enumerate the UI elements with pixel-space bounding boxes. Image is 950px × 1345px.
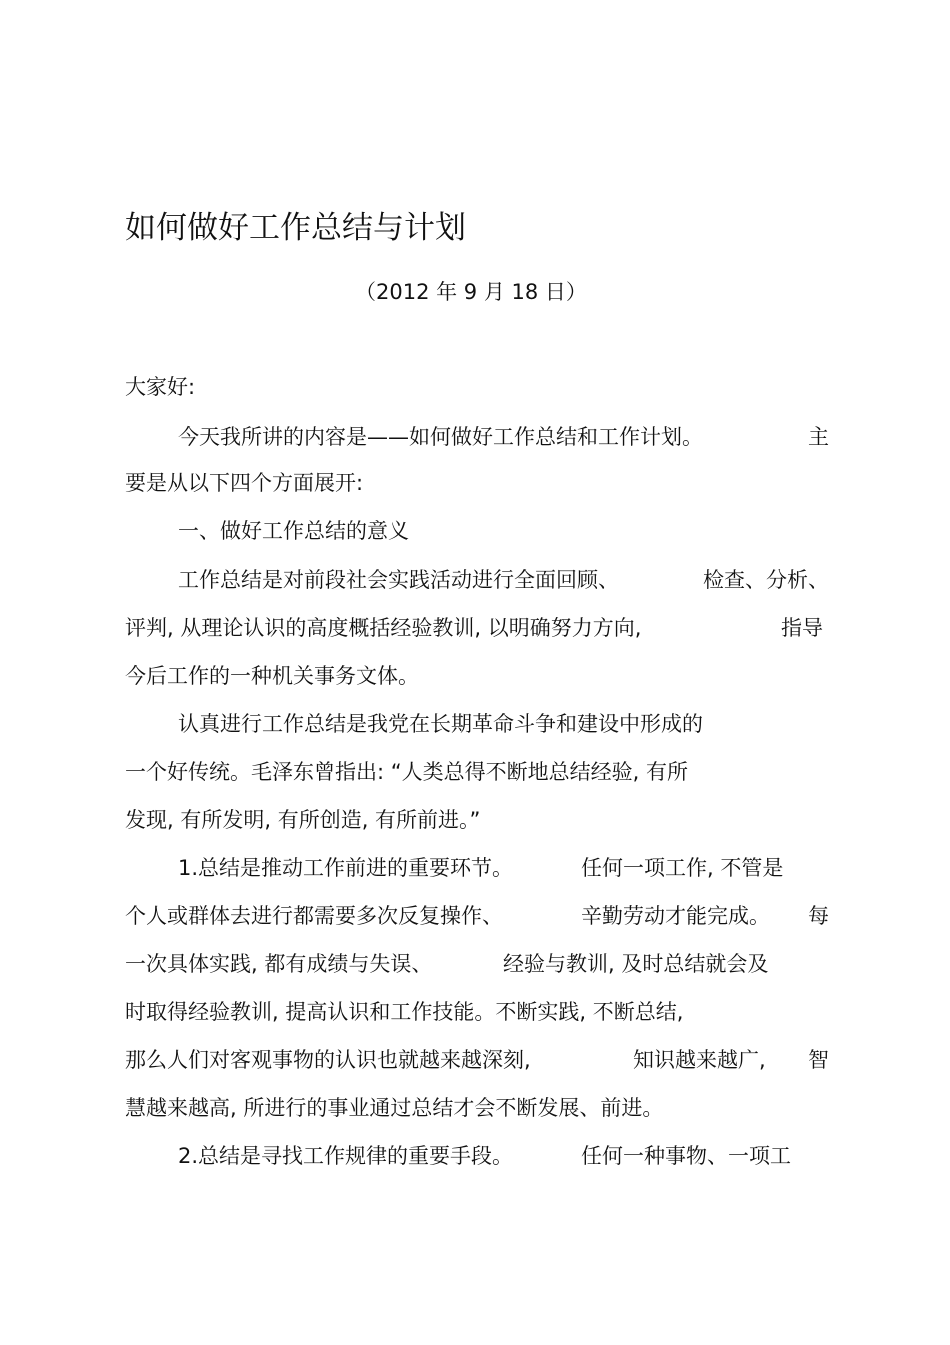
document-title: 如何做好工作总结与计划 (125, 210, 466, 246)
text-line: 智 (808, 1048, 829, 1072)
text-line: 一个好传统。毛泽东曾指出: “人类总得不断地总结经验, 有所 (125, 760, 688, 784)
text-line: 指导 (781, 616, 823, 640)
text-line: 慧越来越高, 所进行的事业通过总结才会不断发展、前进。 (125, 1096, 664, 1120)
text-line: 那么人们对客观事物的认识也就越来越深刻, (125, 1048, 531, 1072)
text-line: 1.总结是推动工作前进的重要环节。 (178, 856, 514, 880)
text-line: 一次具体实践, 都有成绩与失误、 (125, 952, 433, 976)
text-line: 今天我所讲的内容是——如何做好工作总结和工作计划。 (178, 425, 703, 449)
greeting: 大家好: (125, 375, 196, 399)
text-line: 任何一项工作, 不管是 (581, 856, 784, 880)
text-line: 知识越来越广, (633, 1048, 766, 1072)
text-line: 工作总结是对前段社会实践活动进行全面回顾、 (178, 568, 619, 592)
text-line: 要是从以下四个方面展开: (125, 471, 364, 495)
text-line: 2.总结是寻找工作规律的重要手段。 (178, 1144, 514, 1168)
text-line: 每 (808, 904, 829, 928)
text-line: 评判, 从理论认识的高度概括经验教训, 以明确努力方向, (125, 616, 642, 640)
document-date: （2012 年 9 月 18 日） (355, 280, 587, 304)
section-heading: 一、做好工作总结的意义 (178, 519, 409, 543)
text-line: 认真进行工作总结是我党在长期革命斗争和建设中形成的 (178, 712, 703, 736)
text-line: 检查、分析、 (703, 568, 829, 592)
text-line: 任何一种事物、一项工 (581, 1144, 791, 1168)
text-line: 主 (808, 425, 829, 449)
text-line: 发现, 有所发明, 有所创造, 有所前进。” (125, 808, 481, 832)
text-line: 经验与教训, 及时总结就会及 (503, 952, 769, 976)
text-line: 辛勤劳动才能完成。 (581, 904, 770, 928)
text-line: 今后工作的一种机关事务文体。 (125, 664, 419, 688)
text-line: 时取得经验教训, 提高认识和工作技能。不断实践, 不断总结, (125, 1000, 684, 1024)
text-line: 个人或群体去进行都需要多次反复操作、 (125, 904, 503, 928)
